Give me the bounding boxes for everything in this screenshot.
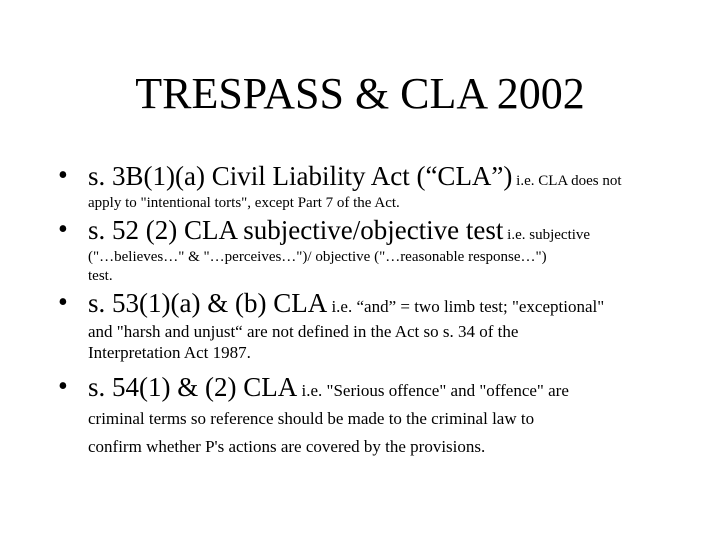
bullet-continuation: ("…believes…" & "…perceives…")/ objective ("…reasonable response…") bbox=[88, 249, 547, 265]
bullet-lead-note: i.e. "Serious offence" and "offence" are bbox=[297, 381, 569, 400]
slide-title: TRESPASS & CLA 2002 bbox=[135, 69, 585, 118]
bullet-lead-line bbox=[88, 158, 688, 194]
bullet-lead: s. 52 (2) CLA subjective/objective test bbox=[88, 215, 504, 245]
bullet-lead: s. 54(1) & (2) CLA bbox=[88, 372, 298, 402]
bullet-marker: • bbox=[58, 214, 68, 245]
bullet-continuation: test. bbox=[88, 268, 113, 284]
bullet-continuation: criminal terms so reference should be made to the criminal law to bbox=[88, 409, 535, 428]
bullet-text bbox=[88, 212, 688, 286]
bullet-continuation: confirm whether P's actions are covered by the provisions. bbox=[88, 437, 486, 456]
bullet-lead-line bbox=[88, 285, 688, 321]
bullet-continuation: apply to "intentional torts", except Part 7 of the Act. bbox=[88, 195, 400, 211]
bullet-lead: s. 53(1)(a) & (b) CLA bbox=[88, 288, 328, 318]
bullet-lead-note: i.e. subjective bbox=[503, 227, 591, 243]
bullet-lead-line bbox=[88, 369, 688, 405]
bullet-lead: s. 3B(1)(a) Civil Liability Act (“CLA”) bbox=[88, 161, 513, 191]
bullet-lead-line bbox=[88, 212, 688, 248]
bullet-lead-note: i.e. “and” = two limb test; "exceptional" bbox=[327, 297, 605, 316]
bullet-text bbox=[88, 369, 688, 461]
bullet-marker: • bbox=[58, 160, 68, 191]
bullet-continuation: Interpretation Act 1987. bbox=[88, 343, 251, 362]
bullet-marker: • bbox=[58, 371, 68, 402]
bullet-text bbox=[88, 285, 688, 363]
bullet-lead-note: i.e. CLA does not bbox=[512, 173, 622, 189]
bullet-marker: • bbox=[58, 287, 68, 318]
bullet-continuation: and "harsh and unjust“ are not defined in the Act so s. 34 of the bbox=[88, 322, 519, 341]
bullet-text bbox=[88, 158, 688, 212]
